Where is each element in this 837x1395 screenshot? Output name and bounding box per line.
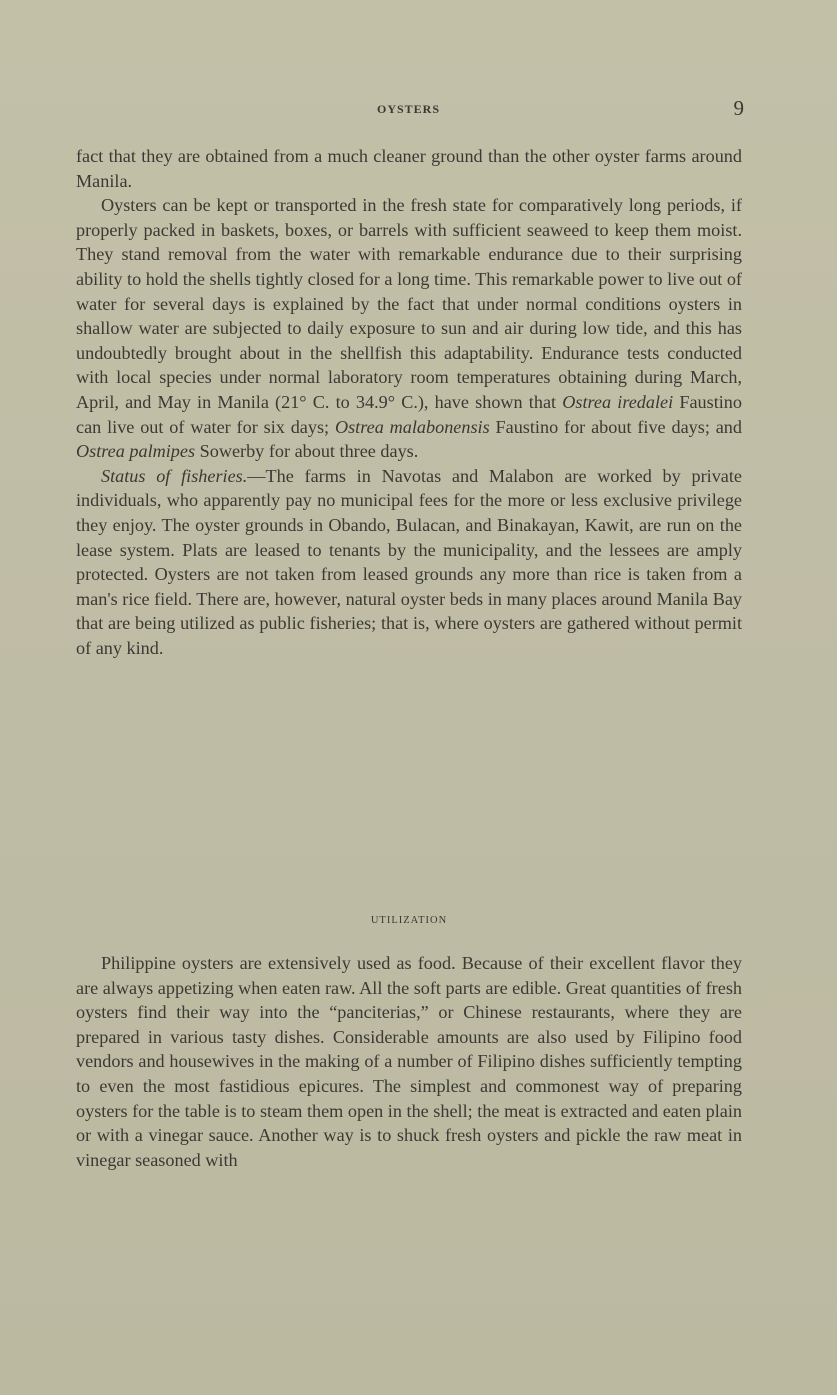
page-number: 9 — [733, 96, 744, 120]
paragraph-text: Faustino for about five days; and — [489, 416, 742, 437]
paragraph-text: Faustino can live out of water for six days; — [76, 391, 742, 437]
paragraph-lead: Status of fisheries. — [101, 465, 248, 486]
body-text-bottom — [76, 951, 742, 1172]
paragraph-text: Oysters can be kept or transported in the fresh state for comparatively long periods, if properly packed in baskets, boxes, or barrels with sufficient seaweed to keep them moist. They stand removal from the water with remarkable endurance due to their surprising ability to hold the shells tightly closed for a long time. This remarkable power to live out of water for several days is explained by the fact that under normal conditions oysters in shallow water are subjected to daily exposure to sun and air during low tide, and this has undoubtedly brought about in the shellfish this adaptability. Endurance tests conducted with local species under normal laboratory room temperatures obtaining during March, April, and May in Manila (21° C. to 34.9° C.), have shown that — [76, 195, 742, 412]
section-heading: UTILIZATION — [370, 915, 448, 926]
paragraph-oyster-transport — [76, 193, 742, 464]
paragraph-continuation: fact that they are obtained from a much cleaner ground than the other oyster farms around Manila. — [76, 146, 742, 191]
paragraph-text: —The farms in Navotas and Malabon are worked by private individuals, who apparently pay no municipal fees for the more or less exclusive privilege they enjoy. The oyster grounds in Obando, Bulacan, and Binakayan, Kawit, are run on the lease system. Plats are leased to tenants by the municipality, and the lessees are amply protected. Oysters are not taken from leased grounds any more than rice is taken from a man's rice field. There are, however, natural oyster beds in many places around Manila Bay that are being utilized as public fisheries; that is, where oysters are gathered without permit of any kind. — [76, 465, 742, 658]
paragraph-utilization: Philippine oysters are extensively used as food. Because of their excellent flavor they are always appetizing when eaten raw. All the soft parts are edible. Great quantities of fresh oysters find their way into the “panciterias,” or Chinese restaurants, where they are prepared in various tasty dishes. Considerable amounts are also used by Filipino food vendors and housewives in the making of a number of Filipino dishes sufficiently tempting to even the most fastidious epicures. The simplest and commonest way of preparing oysters for the table is to steam them open in the shell; the meat is extracted and eaten plain or with a vinegar sauce. Another way is to shuck fresh oysters and pickle the raw meat in vinegar seasoned with — [76, 953, 742, 1170]
paragraph-text: Sowerby for about three days. — [195, 441, 419, 462]
paragraph-status-of-fisheries — [76, 464, 742, 661]
body-text-top — [76, 144, 742, 660]
species-name: Ostrea malabonensis — [334, 416, 490, 437]
species-name: Ostrea palmipes — [76, 441, 196, 462]
species-name: Ostrea iredalei — [562, 391, 674, 412]
page-header — [75, 96, 742, 126]
running-head: OYSTERS — [376, 102, 441, 116]
